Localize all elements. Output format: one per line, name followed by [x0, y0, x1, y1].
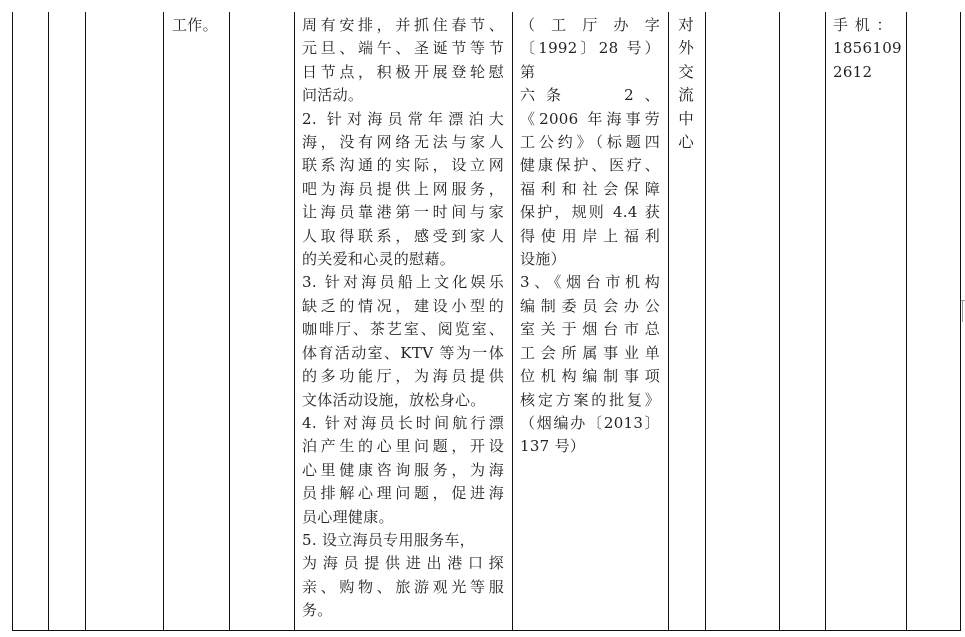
- column-border: [512, 12, 513, 631]
- basis-line: 设施）: [520, 250, 566, 269]
- basis-line: 编制委员会办公: [520, 296, 660, 315]
- basis-line: 〔1992〕28 号）第: [520, 39, 660, 81]
- measures-line: 5. 设立海员专用服务车，: [302, 530, 475, 549]
- measures-line: 人取得联系，感受到家人: [302, 226, 504, 245]
- measures-line: 2. 针对海员常年漂泊大: [302, 109, 504, 128]
- column-border: [48, 12, 49, 631]
- basis-line: （烟编办〔2013〕: [520, 413, 660, 432]
- unit-char: 心: [678, 133, 694, 152]
- measures-line: 周有安排，并抓住春节、: [302, 16, 504, 34]
- measures-line: 海，没有网络无法与家人: [302, 133, 504, 152]
- measures-line: 4. 针对海员长时间航行漂: [302, 413, 504, 432]
- cell-work: [172, 14, 224, 37]
- unit-char: 外: [678, 39, 694, 58]
- cell-unit: [676, 14, 696, 154]
- row-border-bottom: [12, 630, 961, 631]
- measures-line: 的关爱和心灵的慰藉。: [302, 250, 456, 269]
- unit-char: 流: [678, 86, 694, 105]
- cell-measures: [302, 14, 504, 623]
- cell-basis: [520, 14, 660, 459]
- column-border: [85, 12, 86, 631]
- basis-line: 工公约》（标题四: [520, 133, 660, 152]
- measures-line: 让海员靠港第一时间与家: [302, 203, 504, 222]
- measures-line: 吧为海员提供上网服务，: [302, 179, 504, 198]
- unit-char: 对: [678, 16, 694, 34]
- measures-line: 缺乏的情况，建设小型的: [302, 296, 504, 315]
- column-border: [12, 12, 13, 631]
- measures-line: 体育活动室、KTV 等为一体: [302, 343, 504, 362]
- measures-line: 联系沟通的实际，设立网: [302, 156, 504, 175]
- measures-line: 员排解心理问题，促进海: [302, 484, 504, 503]
- measures-line: 为海员提供进出港口探: [302, 554, 504, 573]
- measures-line: 咖啡厅、茶艺室、阅览室、: [302, 320, 504, 339]
- measures-line: 亲、购物、旅游观光等服: [302, 577, 504, 596]
- column-border: [906, 12, 907, 631]
- column-border: [705, 12, 706, 631]
- column-border: [229, 12, 230, 631]
- contact-phone-line: 1856109: [833, 39, 902, 58]
- column-border: [668, 12, 669, 631]
- basis-line: 健康保护、医疗、: [520, 156, 660, 175]
- basis-line: 位机构编制事项: [520, 367, 660, 386]
- measures-line: 心里健康咨询服务，为海: [302, 460, 504, 479]
- basis-line: 工会所属事业单: [520, 343, 660, 362]
- measures-line: 问活动。: [302, 86, 364, 105]
- basis-line: 保护，规则 4.4 获: [520, 203, 660, 222]
- basis-line: （ 工 厅 办 字: [520, 16, 660, 34]
- basis-line: 137 号）: [520, 437, 586, 456]
- contact-phone-line: 2612: [833, 62, 873, 81]
- basis-line: 得使用岸上福利: [520, 226, 660, 245]
- measures-line: 务。: [302, 601, 333, 620]
- corner-mark: [962, 300, 963, 322]
- column-border: [960, 12, 961, 631]
- column-border: [294, 12, 295, 631]
- cell-contact: [833, 14, 902, 84]
- basis-line: 核定方案的批复》: [520, 390, 660, 409]
- unit-char: 中: [678, 109, 694, 128]
- column-border: [163, 12, 164, 631]
- measures-line: 的多功能厅，为海员提供: [302, 367, 504, 386]
- work-text: 工作。: [172, 16, 218, 34]
- basis-line: 室关于烟台市总: [520, 320, 660, 339]
- measures-line: 3. 针对海员船上文化娱乐: [302, 273, 504, 292]
- basis-line: 六条 2、: [520, 86, 660, 105]
- contact-label: 手 机 ：: [833, 16, 893, 34]
- unit-char: 交: [678, 62, 694, 81]
- basis-line: 3、《烟台市机构: [520, 273, 660, 292]
- basis-line: 《2006 年海事劳: [520, 109, 660, 128]
- measures-line: 员心理健康。: [302, 507, 394, 526]
- column-border: [779, 12, 780, 631]
- basis-line: 福利和社会保障: [520, 179, 660, 198]
- column-border: [825, 12, 826, 631]
- measures-line: 日节点，积极开展登轮慰: [302, 62, 504, 81]
- measures-line: 文体活动设施，放松身心。: [302, 390, 486, 409]
- measures-line: 元旦、端午、圣诞节等节: [302, 39, 504, 58]
- measures-line: 泊产生的心里问题，开设: [302, 437, 504, 456]
